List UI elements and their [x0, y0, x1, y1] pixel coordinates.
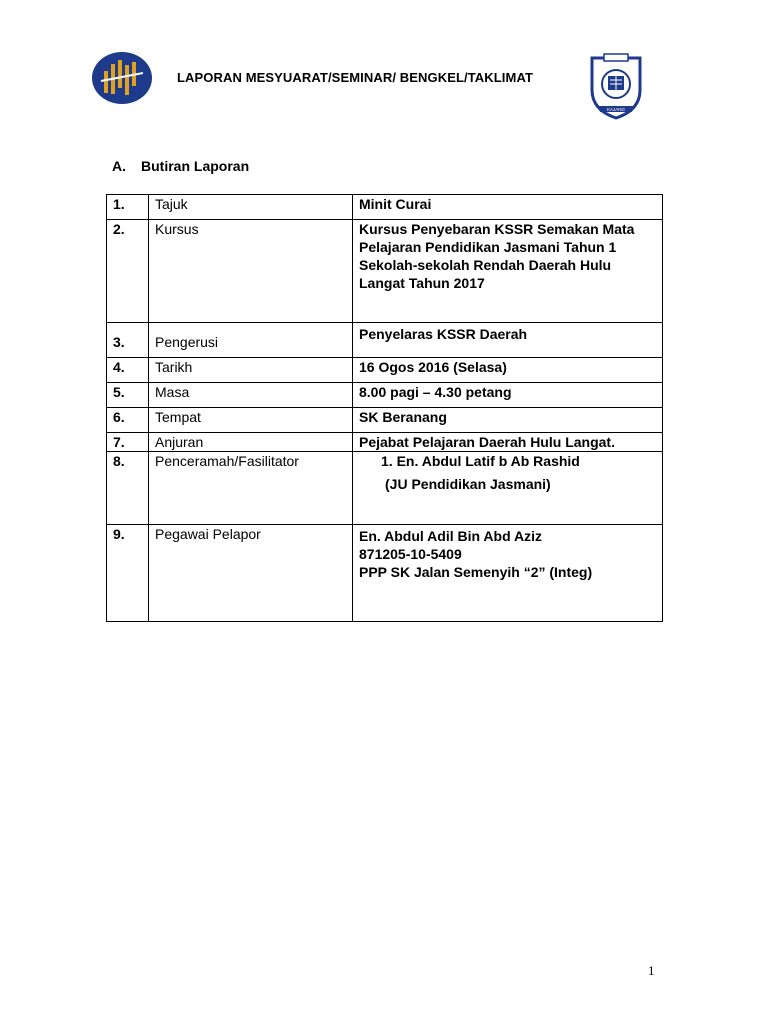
row-number: 8.: [107, 452, 149, 525]
report-details-table: [106, 194, 663, 622]
page-number: 1: [648, 963, 655, 978]
row-label: Masa: [149, 383, 353, 408]
row-label: Anjuran: [149, 433, 353, 452]
row-label: Pengerusi: [149, 323, 353, 358]
table-row: [107, 433, 663, 452]
row-number: 3.: [107, 323, 149, 358]
facilitator-role: (JU Pendidikan Jasmani): [385, 476, 551, 492]
row-label: Tempat: [149, 408, 353, 433]
reporter-school: PPP SK Jalan Semenyih “2” (Integ): [359, 564, 593, 580]
section-letter: A.: [112, 158, 126, 174]
ministry-logo-icon: [91, 51, 153, 105]
table-row: [107, 408, 663, 433]
table-row: [107, 383, 663, 408]
row-number: 7.: [107, 433, 149, 452]
table-row: [107, 525, 663, 622]
row-value: SK Beranang: [353, 408, 663, 433]
table-row: [107, 195, 663, 220]
row-value: 16 Ogos 2016 (Selasa): [353, 358, 663, 383]
section-title: Butiran Laporan: [141, 158, 250, 174]
row-value: Kursus Penyebaran KSSR Semakan Mata Pelajaran Pendidikan Jasmani Tahun 1 Sekolah-sekolah Rendah Daerah Hulu Langat Tahun 2017: [353, 220, 663, 323]
row-number: 9.: [107, 525, 149, 622]
row-number: 4.: [107, 358, 149, 383]
row-number: 2.: [107, 220, 149, 323]
row-label: Pegawai Pelapor: [149, 525, 353, 622]
table-row: [107, 220, 663, 323]
table-row: [107, 358, 663, 383]
row-label: Penceramah/Fasilitator: [149, 452, 353, 525]
report-title: LAPORAN MESYUARAT/SEMINAR/ BENGKEL/TAKLIMAT: [177, 70, 534, 85]
facilitator-name: 1. En. Abdul Latif b Ab Rashid: [381, 453, 580, 469]
table-row: [107, 452, 663, 525]
row-value: [353, 525, 663, 622]
row-value: [353, 452, 663, 525]
school-crest-icon: [588, 52, 644, 122]
svg-text:KAJANG: KAJANG: [606, 107, 626, 112]
row-value: Minit Curai: [353, 195, 663, 220]
row-label: Tajuk: [149, 195, 353, 220]
table-row: [107, 323, 663, 358]
row-number: 1.: [107, 195, 149, 220]
row-number: 6.: [107, 408, 149, 433]
row-label: Tarikh: [149, 358, 353, 383]
row-label: Kursus: [149, 220, 353, 323]
reporter-id: 871205-10-5409: [359, 546, 462, 562]
row-number: 5.: [107, 383, 149, 408]
row-value: Penyelaras KSSR Daerah: [353, 323, 663, 358]
row-value: Pejabat Pelajaran Daerah Hulu Langat.: [353, 433, 663, 452]
reporter-name: En. Abdul Adil Bin Abd Aziz: [359, 528, 543, 544]
row-value: 8.00 pagi – 4.30 petang: [353, 383, 663, 408]
section-heading: [112, 158, 249, 174]
